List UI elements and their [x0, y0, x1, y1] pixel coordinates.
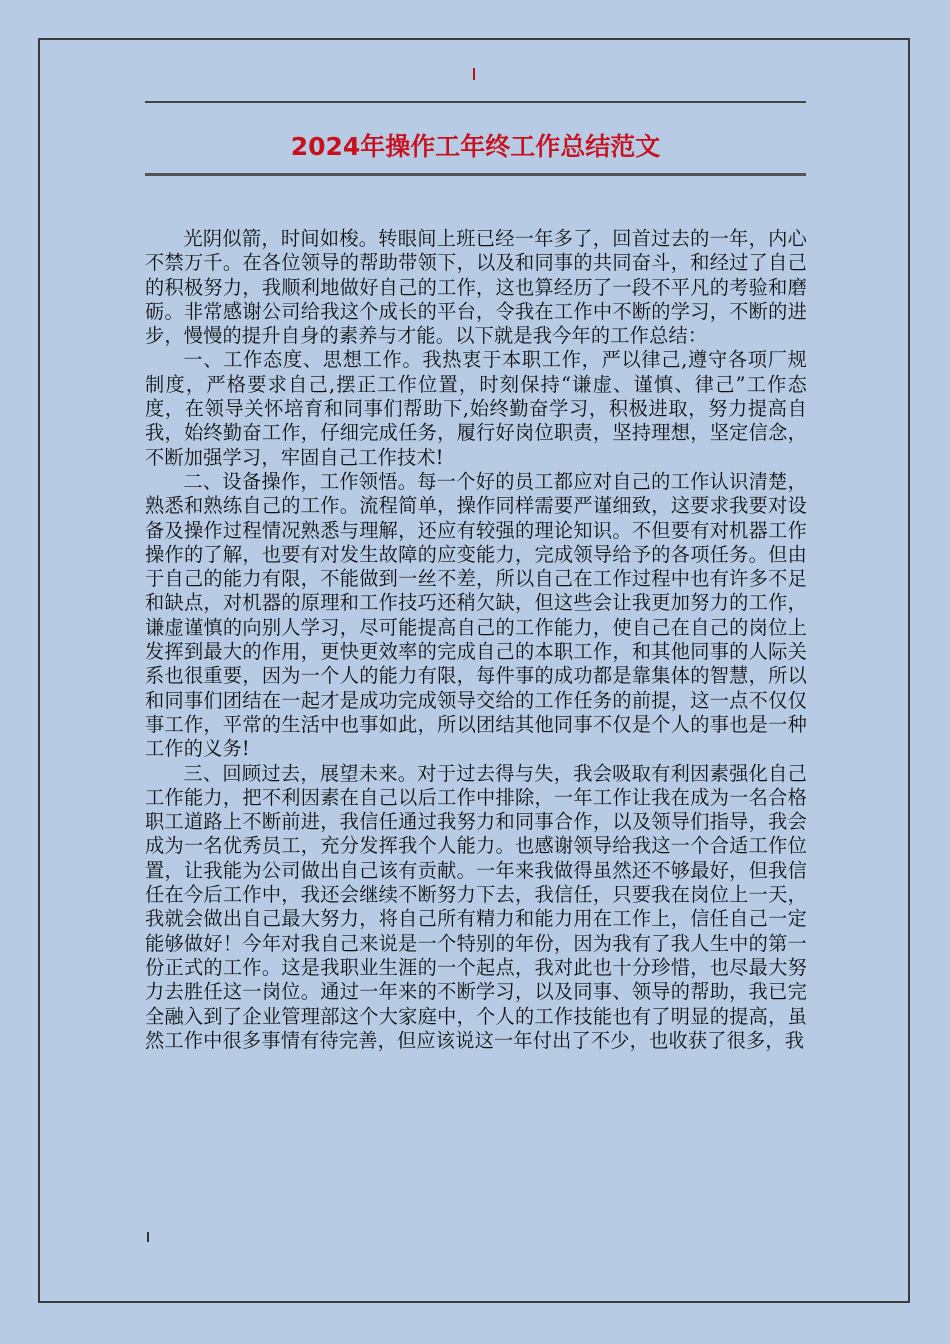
paragraph-section-2: 二、设备操作，工作领悟。每一个好的员工都应对自己的工作认识清楚，熟悉和熟练自己的工作。流程简单，操作同样需要严谨细致，这要求我要对设备及操作过程情况熟悉与理解，还应有较强的理论知识。不但要有对机器工作操作的了解，也要有对发生故障的应变能力，完成领导给予的各项任务。但由于自己的能力有限，不能做到一丝不差，所以自己在工作过程中也有许多不足和缺点，对机器的原理和工作技巧还稍欠缺，但这些会让我更加努力的工作，谦虚谨慎的向别人学习，尽可能提高自己的工作能力，使自己在自己的岗位上发挥到最大的作用，更快更效率的完成自己的本职工作，和其他同事的人际关系也很重要，因为一个人的能力有限，每件事的成功都是靠集体的智慧，所以和同事们团结在一起才是成功完成领导交给的工作任务的前提，这一点不仅仅事工作，平常的生活中也事如此，所以团结其他同事不仅是个人的事也是一种工作的义务! — [145, 469, 807, 761]
title-bottom-rule — [145, 173, 806, 176]
document-title: 2024年操作工年终工作总结范文 — [290, 132, 661, 161]
paragraph-section-3: 三、回顾过去，展望未来。对于过去得与失，我会吸取有利因素强化自己工作能力，把不利因素在自己以后工作中排除，一年工作让我在成为一名合格职工道路上不断前进，我信任通过我努力和同事合作，以及领导们指导，我会成为一名优秀员工，充分发挥我个人能力。也感谢领导给我这一个合适工作位置，让我能为公司做出自己该有贡献。一年来我做得虽然还不够最好，但我信任在今后工作中，我还会继续不断努力下去，我信任，只要我在岗位上一天，我就会做出自己最大努力，将自己所有精力和能力用在工作上，信任自己一定能够做好！今年对我自己来说是一个特别的年份，因为我有了我人生中的第一份正式的工作。这是我职业生涯的一个起点，我对此也十分珍惜，也尽最大努力去胜任这一岗位。通过一年来的不断学习，以及同事、领导的帮助，我已完全融入到了企业管理部这个大家庭中，个人的工作技能也有了明显的提高，虽然工作中很多事情有待完善，但应该说这一年付出了不少，也收获了很多，我 — [145, 761, 807, 1052]
paragraph-section-1: 一、工作态度、思想工作。我热衷于本职工作，严以律己,遵守各项厂规制度，严格要求自己,摆正工作位置，时刻保持“谦虚、谨慎、律己”工作态度，在领导关怀培育和同事们帮助下,始终勤奋学习，积极进取，努力提高自我，始终勤奋工作，仔细完成任务，履行好岗位职责，坚持理想，坚定信念，不断加强学习，牢固自己工作技术! — [145, 348, 807, 469]
header-cursor-mark — [473, 68, 475, 80]
document-body — [145, 227, 807, 1053]
paragraph-intro: 光阴似箭，时间如梭。转眼间上班已经一年多了，回首过去的一年，内心不禁万千。在各位领导的帮助带领下，以及和同事的共同奋斗，和经过了自己的积极努力，我顺利地做好自己的工作，这也算经历了一段不平凡的考验和磨砺。非常感谢公司给我这个成长的平台，令我在工作中不断的学习，不断的进步，慢慢的提升自身的素养与才能。以下就是我今年的工作总结： — [145, 227, 807, 348]
footer-cursor-mark — [147, 1232, 149, 1242]
title-top-rule — [145, 101, 806, 103]
